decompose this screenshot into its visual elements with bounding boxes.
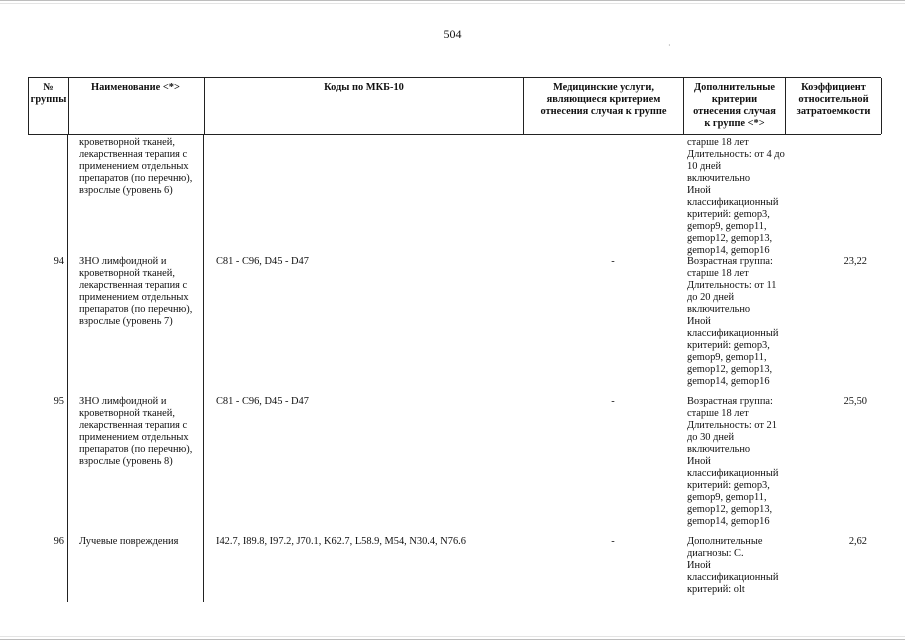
row-name: ЗНО лимфоидной и кроветворной тканей, лекарственная терапия с применением отдельных препаратов (по перечню), взрослые (уровень 7): [79, 256, 193, 327]
row-codes: [204, 137, 523, 257]
row-services: -: [611, 256, 615, 267]
column-rule: [203, 135, 204, 602]
table-row: [28, 394, 881, 534]
table-row: [28, 254, 881, 394]
row-no: 94: [53, 256, 64, 267]
row-services: [523, 137, 683, 257]
row-coefficient: 2,62: [848, 536, 867, 547]
row-no: [28, 137, 68, 257]
row-services: -: [611, 396, 615, 407]
table: [28, 77, 881, 602]
header-codes: Коды по МКБ-10: [205, 78, 524, 134]
row-criteria: Дополнительные диагнозы: C. Иной классификационный критерий: olt: [687, 536, 779, 595]
row-codes: C81 - C96, D45 - D47: [216, 256, 309, 267]
table-row: [28, 534, 881, 602]
row-coefficient: [785, 137, 881, 257]
header-criteria: Дополнительные критерии отнесения случая к группе <*>: [684, 78, 786, 134]
page-number: 504: [443, 27, 462, 41]
row-name: кроветворной тканей, лекарственная терапия с применением отдельных препаратов (по перечню), взрослые (уровень 6): [79, 137, 193, 196]
header-services: Медицинские услуги, являющиеся критерием отнесения случая к группе: [524, 78, 684, 134]
row-name: ЗНО лимфоидной и кроветворной тканей, лекарственная терапия с применением отдельных препаратов (по перечню), взрослые (уровень 8): [79, 396, 193, 467]
row-name: Лучевые повреждения: [79, 536, 179, 547]
row-criteria: Возрастная группа: старше 18 лет Длительность: от 21 до 30 дней включительно Иной классификационный критерий: gemop3, gemop9, gemop11, gemop12, gemop13, gemop14, gemop16: [687, 396, 779, 527]
page-bottom-edge: [0, 636, 905, 640]
row-coefficient: 23,22: [843, 256, 867, 267]
table-header: [28, 77, 881, 135]
row-no: 95: [53, 396, 64, 407]
stray-mark: ·: [668, 41, 671, 50]
row-criteria: Возрастная группа: старше 18 лет Длительность: от 11 до 20 дней включительно Иной классификационный критерий: gemop3, gemop9, gemop11, gemop12, gemop13, gemop14, gemop16: [687, 256, 779, 387]
header-coefficient: Коэффициент относительной затратоемкости: [786, 78, 882, 134]
page-top-edge: [0, 0, 905, 4]
header-name: Наименование <*>: [69, 78, 205, 134]
row-no: 96: [53, 536, 64, 547]
column-rule: [67, 135, 68, 602]
row-codes: C81 - C96, D45 - D47: [216, 396, 309, 407]
row-criteria: старше 18 лет Длительность: от 4 до 10 дней включительно Иной классификационный критерий: gemop3, gemop9, gemop11, gemop12, gemop13, gemop14, gemop16: [687, 137, 785, 256]
row-coefficient: 25,50: [843, 396, 867, 407]
table-body: [28, 135, 881, 602]
row-services: -: [611, 536, 615, 547]
table-row: [28, 135, 881, 254]
header-group-no: № группы: [29, 78, 69, 134]
row-codes: I42.7, I89.8, I97.2, J70.1, K62.7, L58.9, M54, N30.4, N76.6: [216, 536, 466, 547]
